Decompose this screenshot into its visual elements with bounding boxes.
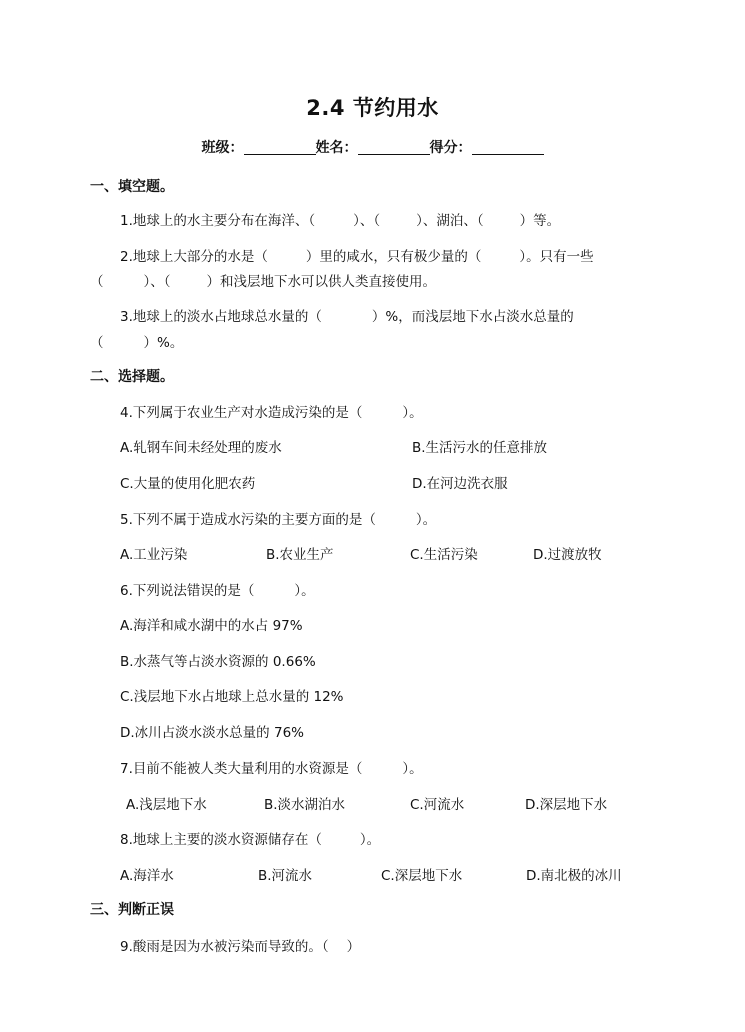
q4-option-c: C.大量的使用化肥农药: [120, 476, 256, 492]
q3-text-a: 3.地球上的淡水占地球总水量的（: [120, 309, 322, 325]
name-label: 姓名：: [315, 140, 358, 156]
question-1: [120, 209, 560, 229]
q8-option-c: C.深层地下水: [381, 868, 463, 884]
q8-stem-a: 8.地球上主要的淡水资源储存在（: [120, 832, 322, 848]
q8-stem-b: ）。: [359, 832, 381, 848]
q5-option-c: C.生活污染: [410, 547, 478, 563]
q7-stem-b: ）。: [402, 761, 423, 777]
q1-text-c: ）、湖泊、（: [416, 213, 484, 229]
section-heading-fill-blank: 一、填空题。: [90, 179, 174, 195]
question-2-line-1: [120, 245, 594, 265]
q2-text-d: （: [90, 274, 104, 290]
question-2-line-2: [90, 270, 436, 290]
q7-option-a: A.浅层地下水: [126, 797, 207, 813]
q3-text-c: （: [90, 335, 104, 351]
section-heading-multiple-choice: 二、选择题。: [90, 369, 174, 385]
q5-stem-a: 5.下列不属于造成水污染的主要方面的是（: [120, 512, 376, 528]
q4-stem-a: 4.下列属于农业生产对水造成污染的是（: [120, 405, 363, 421]
question-9: [120, 935, 360, 955]
page-title: 2.4 节约用水: [306, 96, 439, 120]
q5-option-d: D.过渡放牧: [533, 547, 602, 563]
question-4: [120, 401, 423, 421]
student-info-line: [0, 137, 745, 157]
q4-option-d: D.在河边洗衣服: [412, 476, 508, 492]
question-3-line-1: [120, 305, 574, 325]
q6-option-a: A.海洋和咸水湖中的水占 97%: [120, 618, 303, 634]
q2-text-b: ）里的咸水，只有极少量的（: [305, 249, 482, 265]
q6-option-b: B.水蒸气等占淡水资源的 0.66%: [120, 654, 316, 670]
q7-stem-a: 7.目前不能被人类大量利用的水资源是（: [120, 761, 363, 777]
q1-text-b: ）、（: [353, 213, 381, 229]
q3-text-b: ）%，而浅层地下水占淡水总量的: [371, 309, 574, 325]
q1-text-a: 1.地球上的水主要分布在海洋、（: [120, 213, 316, 229]
q4-stem-b: ）。: [402, 405, 423, 421]
q8-option-b: B.河流水: [258, 868, 313, 884]
q2-text-e: ）、（: [143, 274, 171, 290]
q6-stem-a: 6.下列说法错误的是（: [120, 583, 255, 599]
class-blank: [244, 140, 316, 155]
q6-option-d: D.冰川占淡水淡水总量的 76%: [120, 725, 304, 741]
question-6: [120, 579, 315, 599]
score-label: 得分：: [429, 140, 472, 156]
q4-option-b: B.生活污水的任意排放: [412, 440, 548, 456]
q6-option-c: C.浅层地下水占地球上总水量的 12%: [120, 689, 344, 705]
question-8: [120, 828, 380, 848]
q6-stem-b: ）。: [294, 583, 315, 599]
q1-text-d: ）等。: [519, 213, 561, 229]
q8-option-a: A.海洋水: [120, 868, 174, 884]
q5-option-b: B.农业生产: [266, 547, 334, 563]
question-5: [120, 508, 436, 528]
q2-text-a: 2.地球上大部分的水是（: [120, 249, 268, 265]
q5-stem-b: ）。: [415, 512, 437, 528]
name-blank: [358, 140, 430, 155]
score-blank: [472, 140, 544, 155]
q4-option-a: A.轧钢车间未经处理的废水: [120, 440, 282, 456]
q8-option-d: D.南北极的冰川: [526, 868, 622, 884]
q9-text-b: ）: [346, 939, 361, 955]
q9-text-a: 9.酸雨是因为水被污染而导致的。（: [120, 939, 329, 955]
q5-option-a: A.工业污染: [120, 547, 188, 563]
q7-option-c: C.河流水: [410, 797, 465, 813]
section-heading-true-false: 三、判断正误: [90, 902, 174, 918]
question-7: [120, 757, 423, 777]
q3-text-d: ）%。: [143, 335, 184, 351]
question-3-line-2: [90, 331, 183, 351]
q7-option-b: B.淡水湖泊水: [264, 797, 346, 813]
q2-text-f: ）和浅层地下水可以供人类直接使用。: [206, 274, 436, 290]
q7-option-d: D.深层地下水: [525, 797, 608, 813]
class-label: 班级：: [201, 140, 244, 156]
q2-text-c: ）。只有一些: [519, 249, 594, 265]
